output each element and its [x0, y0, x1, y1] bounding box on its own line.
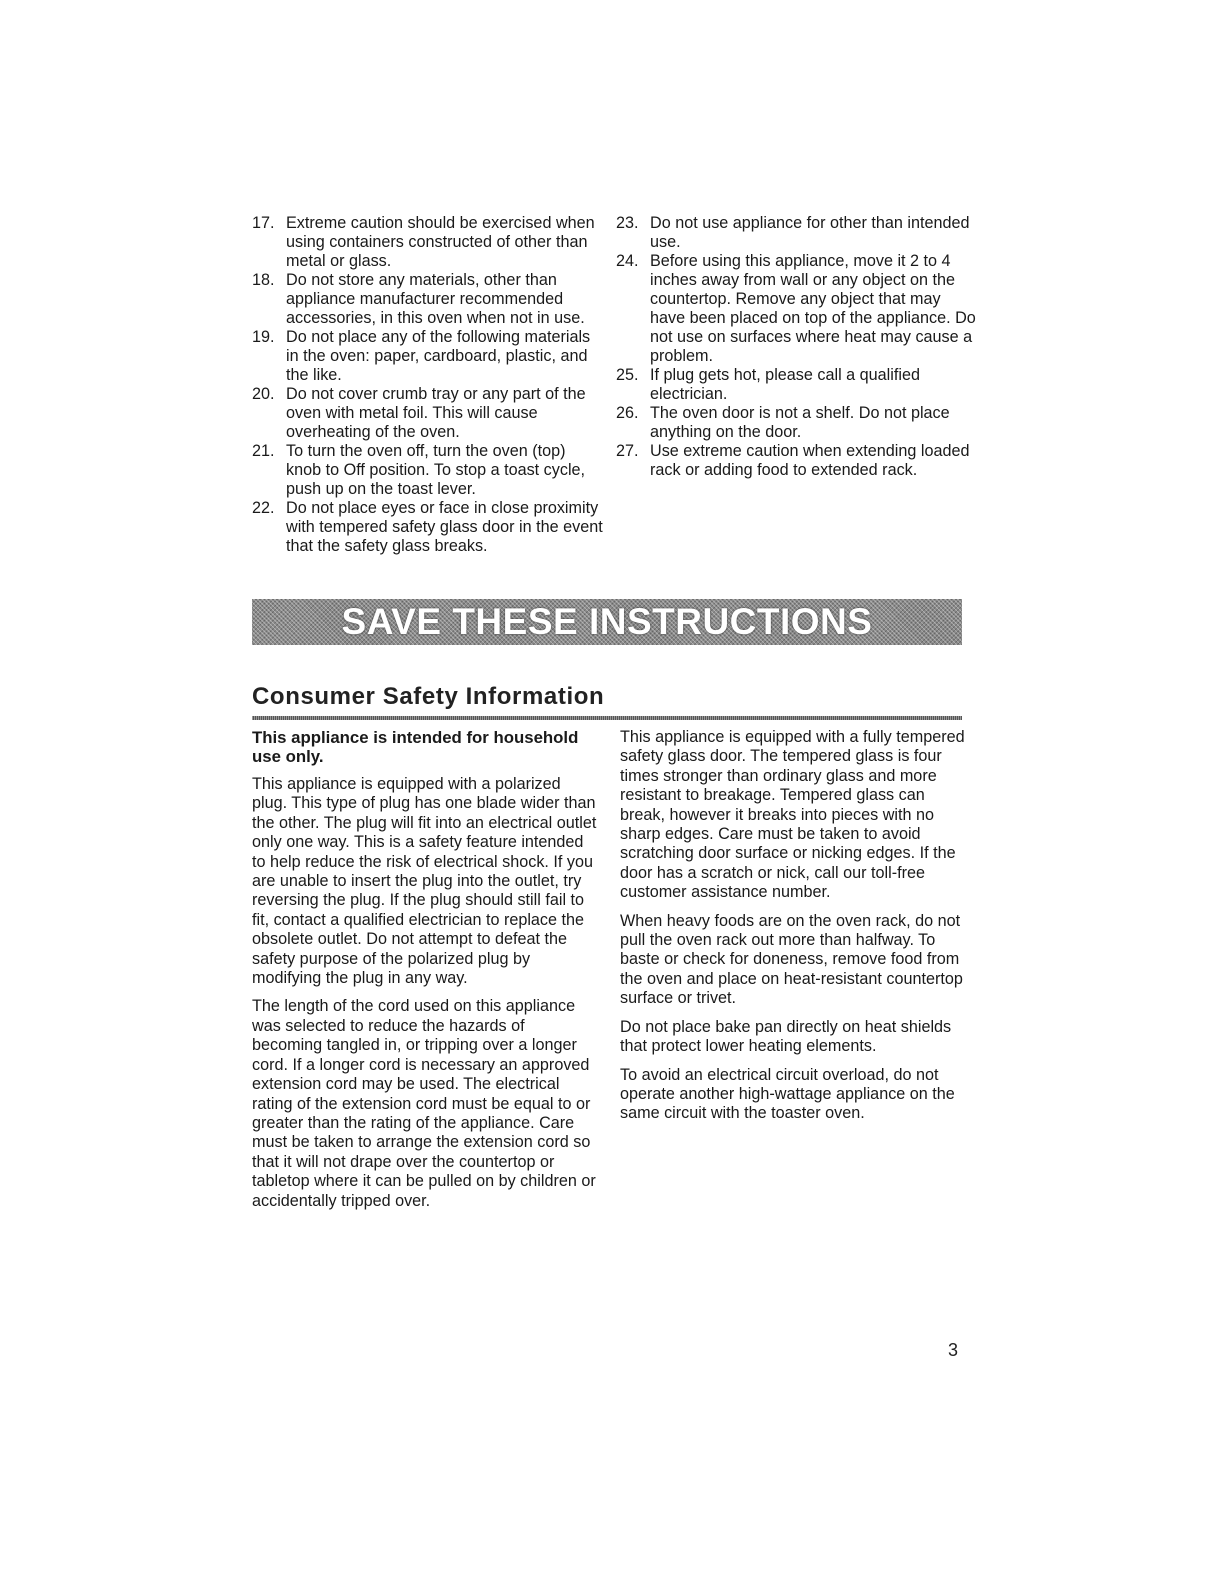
list-item-text: Do not place any of the following materials in the oven: paper, cardboard, plastic, and the like. [286, 328, 591, 384]
list-item: 19. Do not place any of the following materials in the oven: paper, cardboard, plastic, and the like. [252, 328, 591, 384]
safety-list-left [252, 214, 604, 556]
paragraph-polarized-plug: This appliance is equipped with a polarized plug. This type of plug has one blade wider than the other. The plug will fit into an electrical outlet only one way. This is a safety feature intended to help reduce the risk of electrical shock. If you are unable to insert the plug into the outlet, try reversing the plug. If the plug should still fail to fit, contact a qualified electrician to replace the obsolete outlet. Do not attempt to defeat the safety purpose of the polarized plug by modifying the plug in any way. [252, 775, 597, 988]
list-item-text: To turn the oven off, turn the oven (top) knob to Off position. To stop a toast cycle, push up on the toast lever. [286, 442, 586, 498]
save-instructions-banner [252, 599, 962, 645]
list-item-text: Do not store any materials, other than appliance manufacturer recommended accessories, in this oven when not in use. [286, 271, 585, 327]
list-item-text: Use extreme caution when extending loaded rack or adding food to extended rack. [650, 442, 970, 479]
list-item: 20. Do not cover crumb tray or any part of the oven with metal foil. This will cause overheating of the oven. [252, 385, 586, 441]
list-item-text: Extreme caution should be exercised when using containers constructed of other than metal or glass. [286, 214, 595, 270]
list-item-text: If plug gets hot, please call a qualified electrician. [650, 366, 920, 403]
paragraph-cord-length: The length of the cord used on this appliance was selected to reduce the hazards of becoming tangled in, or tripping over a longer cord. If a longer cord is necessary an approved extension cord may be used. The electrical rating of the extension cord must be equal to or greater than the rating of the appliance. Care must be taken to arrange the extension cord so that it will not drape over the countertop or tabletop where it can be pulled on by children or accidentally tripped over. [252, 997, 596, 1210]
list-item-text: Do not cover crumb tray or any part of the oven with metal foil. This will cause overheating of the oven. [286, 385, 586, 441]
list-item: 26. The oven door is not a shelf. Do not place anything on the door. [616, 404, 950, 441]
section-divider [252, 716, 962, 720]
page-number: 3 [948, 1340, 959, 1360]
body-column-right [620, 728, 968, 1133]
paragraph-bake-pan: Do not place bake pan directly on heat shields that protect lower heating elements. [620, 1017, 952, 1056]
list-item: 27. Use extreme caution when extending loaded rack or adding food to extended rack. [616, 442, 970, 479]
paragraph-circuit-overload: To avoid an electrical circuit overload, do not operate another high-wattage appliance on the same circuit with the toaster oven. [620, 1065, 955, 1123]
list-item-text: Do not use appliance for other than intended use. [650, 214, 970, 251]
safety-list-right [616, 214, 976, 480]
paragraph-oven-rack: When heavy foods are on the oven rack, do not pull the oven rack out more than halfway. To baste or check for doneness, remove food from the oven and place on heat-resistant countertop surface or trivet. [620, 911, 963, 1008]
list-item: 22. Do not place eyes or face in close proximity with tempered safety glass door in the event that the safety glass breaks. [252, 499, 603, 555]
body-column-left [252, 728, 598, 1220]
banner-text: SAVE THESE INSTRUCTIONS [341, 601, 873, 642]
section-title: Consumer Safety Information [252, 683, 605, 710]
paragraph-tempered-glass: This appliance is equipped with a fully tempered safety glass door. The tempered glass is four times stronger than ordinary glass and more resistant to breakage. Tempered glass can break, however it breaks into pieces with no sharp edges. Care must be taken to avoid scratching door surface or nicking edges. If the door has a scratch or nick, call our toll-free customer assistance number. [620, 728, 965, 902]
household-use-notice: This appliance is intended for household use only. [252, 728, 579, 766]
list-item: 24. Before using this appliance, move it 2 to 4 inches away from wall or any object on the countertop. Remove any object that may have been placed on top of the appliance. Do not use on surfaces where heat may cause a problem. [616, 252, 976, 365]
list-item: 21. To turn the oven off, turn the oven (top) knob to Off position. To stop a toast cycle, push up on the toast lever. [252, 442, 586, 498]
list-item: 17. Extreme caution should be exercised when using containers constructed of other than metal or glass. [252, 214, 595, 270]
list-item-text: Do not place eyes or face in close proximity with tempered safety glass door in the event that the safety glass breaks. [286, 499, 603, 555]
list-item: 25. If plug gets hot, please call a qualified electrician. [616, 366, 920, 403]
list-item-text: Before using this appliance, move it 2 to 4 inches away from wall or any object on the countertop. Remove any object that may have been placed on top of the appliance. Do not use on surfaces where heat may cause a problem. [650, 252, 976, 365]
list-item: 18. Do not store any materials, other than appliance manufacturer recommended accessories, in this oven when not in use. [252, 271, 585, 327]
list-item: 23. Do not use appliance for other than intended use. [616, 214, 970, 251]
list-item-text: The oven door is not a shelf. Do not place anything on the door. [650, 404, 950, 441]
